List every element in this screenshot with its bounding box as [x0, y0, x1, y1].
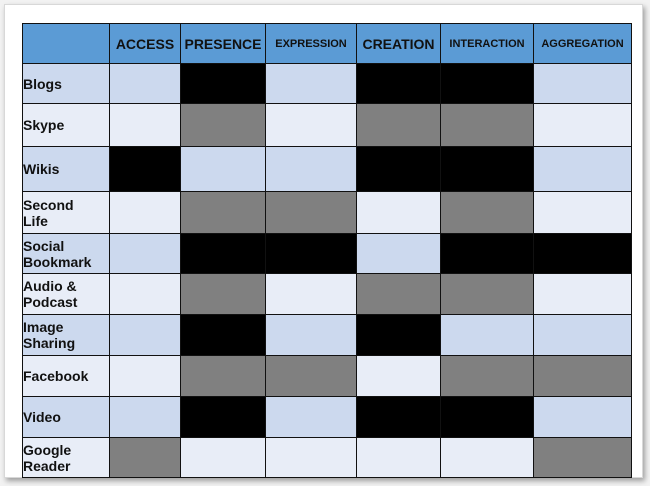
matrix-cell-black: [441, 147, 534, 192]
table-row: [23, 104, 632, 147]
column-header-access: ACCESS: [110, 24, 181, 64]
row-label: Video: [23, 397, 110, 438]
row-label: Facebook: [23, 356, 110, 397]
corner-cell: [23, 24, 110, 64]
row-label: Google Reader: [23, 438, 110, 478]
matrix-cell-light: [266, 274, 357, 315]
matrix-cell-light: [110, 234, 181, 274]
matrix-cell-gray: [181, 274, 266, 315]
row-label: Wikis: [23, 147, 110, 192]
matrix-cell-gray: [357, 104, 441, 147]
matrix-cell-light: [181, 147, 266, 192]
matrix-cell-light: [534, 64, 632, 104]
matrix-cell-light: [266, 104, 357, 147]
matrix-cell-gray: [266, 192, 357, 234]
table-row: [23, 356, 632, 397]
table-row: [23, 397, 632, 438]
matrix-cell-gray: [441, 104, 534, 147]
matrix-cell-light: [110, 64, 181, 104]
matrix-cell-light: [266, 397, 357, 438]
matrix-cell-light: [441, 438, 534, 478]
matrix-cell-light: [266, 438, 357, 478]
matrix-cell-light: [534, 192, 632, 234]
matrix-cell-gray: [534, 438, 632, 478]
matrix-cell-light: [357, 234, 441, 274]
matrix-cell-light: [110, 397, 181, 438]
matrix-cell-light: [357, 356, 441, 397]
matrix-cell-black: [357, 315, 441, 356]
row-label: Second Life: [23, 192, 110, 234]
column-header-creation: CREATION: [357, 24, 441, 64]
matrix-cell-light: [110, 356, 181, 397]
matrix-cell-gray: [181, 356, 266, 397]
tool-matrix-table: [22, 23, 632, 478]
matrix-cell-light: [534, 147, 632, 192]
column-header-aggregation: AGGREGATION: [534, 24, 632, 64]
row-label: Audio & Podcast: [23, 274, 110, 315]
matrix-cell-light: [441, 315, 534, 356]
row-label: Image Sharing: [23, 315, 110, 356]
header-row: [23, 24, 632, 64]
table-row: [23, 234, 632, 274]
matrix-cell-black: [357, 147, 441, 192]
row-label: Blogs: [23, 64, 110, 104]
row-label: Skype: [23, 104, 110, 147]
matrix-cell-light: [534, 397, 632, 438]
matrix-cell-light: [357, 192, 441, 234]
matrix-cell-light: [266, 64, 357, 104]
matrix-cell-black: [181, 315, 266, 356]
matrix-cell-gray: [110, 438, 181, 478]
matrix-cell-gray: [441, 274, 534, 315]
matrix-cell-gray: [181, 192, 266, 234]
matrix-cell-black: [441, 64, 534, 104]
slide-frame: [4, 4, 643, 478]
matrix-cell-black: [441, 397, 534, 438]
matrix-cell-black: [181, 64, 266, 104]
matrix-cell-gray: [441, 356, 534, 397]
matrix-cell-black: [357, 64, 441, 104]
matrix-cell-gray: [181, 104, 266, 147]
matrix-cell-gray: [266, 356, 357, 397]
matrix-cell-light: [534, 274, 632, 315]
column-header-presence: PRESENCE: [181, 24, 266, 64]
matrix-cell-black: [441, 234, 534, 274]
matrix-cell-light: [357, 438, 441, 478]
matrix-cell-light: [110, 274, 181, 315]
table-row: [23, 192, 632, 234]
matrix-cell-black: [357, 397, 441, 438]
matrix-cell-light: [534, 315, 632, 356]
column-header-expression: EXPRESSION: [266, 24, 357, 64]
matrix-cell-gray: [534, 356, 632, 397]
table-row: [23, 438, 632, 478]
matrix-cell-black: [181, 397, 266, 438]
table-row: [23, 274, 632, 315]
matrix-cell-light: [110, 315, 181, 356]
matrix-cell-light: [266, 315, 357, 356]
row-label: Social Bookmark: [23, 234, 110, 274]
matrix-cell-light: [266, 147, 357, 192]
matrix-cell-gray: [441, 192, 534, 234]
table-row: [23, 315, 632, 356]
column-header-interaction: INTERACTION: [441, 24, 534, 64]
matrix-cell-black: [110, 147, 181, 192]
matrix-cell-black: [534, 234, 632, 274]
table-row: [23, 64, 632, 104]
table-row: [23, 147, 632, 192]
matrix-cell-light: [110, 192, 181, 234]
matrix-cell-black: [181, 234, 266, 274]
matrix-cell-light: [534, 104, 632, 147]
matrix-cell-light: [110, 104, 181, 147]
matrix-cell-black: [266, 234, 357, 274]
matrix-cell-light: [181, 438, 266, 478]
matrix-cell-gray: [357, 274, 441, 315]
